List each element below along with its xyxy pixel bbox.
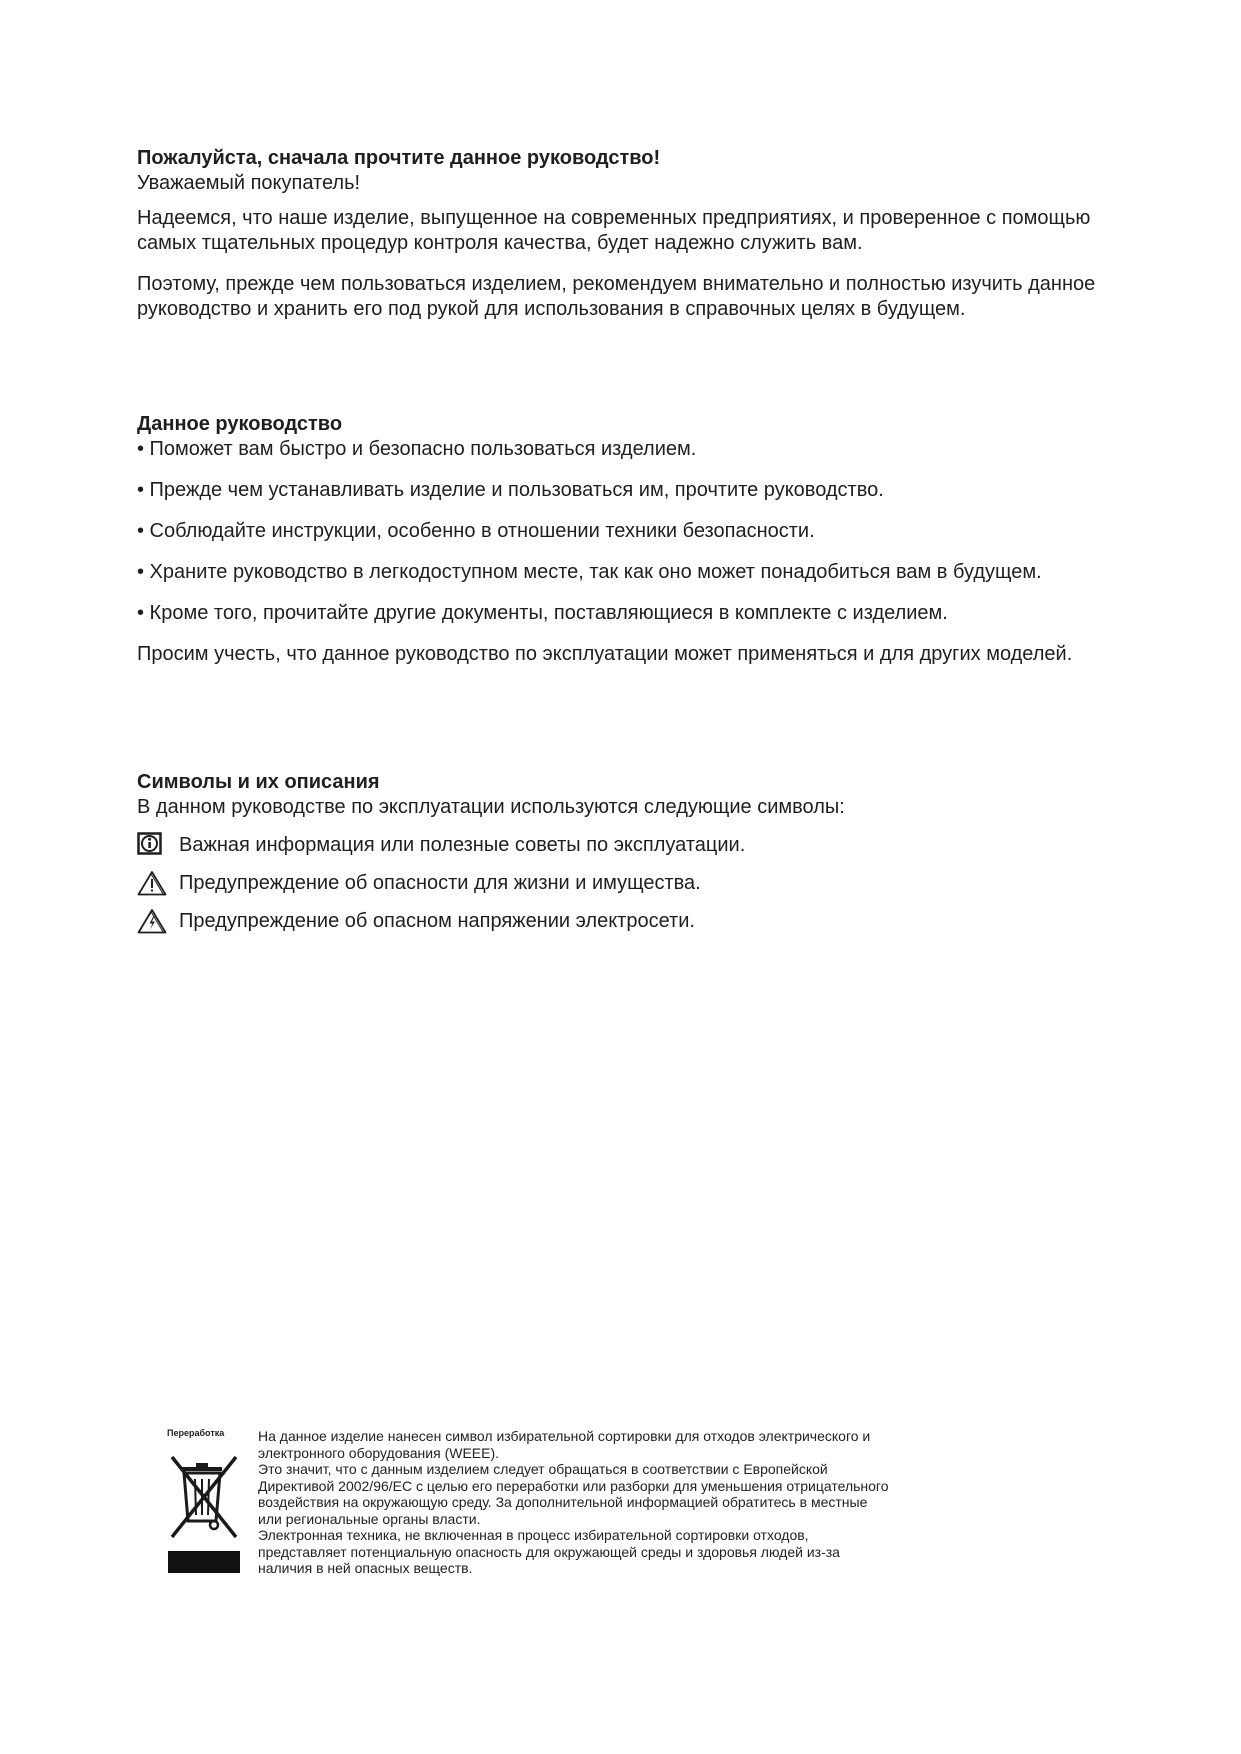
warning-triangle-icon <box>137 870 165 896</box>
weee-line: или региональные органы власти. <box>258 1510 481 1527</box>
symbols-intro: В данном руководстве по эксплуатации используются следующие символы: <box>137 796 845 818</box>
weee-line: представляет потенциальную опасность для окружающей среды и здоровья людей из-за <box>258 1543 840 1560</box>
intro-paragraph-2: Поэтому, прежде чем пользоваться изделием, рекомендуем внимательно и полностью изучить данное руководство и хранить его под рукой для использования в справочных целях в будущем. <box>137 273 1096 320</box>
weee-line: электронного оборудования (WEEE). <box>258 1444 500 1461</box>
symbol-text-electric: Предупреждение об опасном напряжении электросети. <box>179 909 695 932</box>
manual-title: Данное руководство <box>137 413 343 435</box>
weee-line: наличия в ней опасных веществ. <box>258 1560 473 1576</box>
manual-bullet: • Поможет вам быстро и безопасно пользоваться изделием. <box>137 438 697 460</box>
intro-paragraph-1: Надеемся, что наше изделие, выпущенное на современных предприятиях, и проверенное с помощью самых тщательных процедур контроля качества, будет надежно служить вам. <box>137 207 1091 254</box>
manual-bullet: • Соблюдайте инструкции, особенно в отношении техники безопасности. <box>137 520 815 542</box>
weee-notice <box>164 1428 1044 1598</box>
manual-bullet: • Кроме того, прочитайте другие документы, поставляющиеся в комплекте с изделием. <box>137 602 948 624</box>
symbol-text-info: Важная информация или полезные советы по эксплуатации. <box>179 833 746 856</box>
crossed-bin-icon <box>164 1566 244 1583</box>
weee-line: Директивой 2002/96/EC с целью его переработки или разборки для уменьшения отрицательного <box>258 1477 889 1494</box>
weee-line: Электронная техника, не включенная в процесс избирательной сортировки отходов, <box>258 1527 809 1543</box>
intro-title: Пожалуйста, сначала прочтите данное руководство! <box>137 147 661 169</box>
electric-hazard-icon <box>137 908 165 934</box>
intro-section <box>137 146 1117 322</box>
weee-text <box>258 1428 1058 1577</box>
weee-logo <box>164 1428 246 1584</box>
weee-line: Это значит, что с данным изделием следует обращаться в соответствии с Европейской <box>258 1461 828 1477</box>
symbol-row-electric <box>137 908 1117 934</box>
weee-caption: Переработка <box>167 1428 225 1438</box>
info-icon <box>137 832 165 858</box>
manual-note: Просим учесть, что данное руководство по эксплуатации может применяться и для других моделей. <box>137 643 1073 665</box>
weee-line: На данное изделие нанесен символ избирательной сортировки для отходов электрического и <box>258 1428 871 1444</box>
symbols-title: Символы и их описания <box>137 771 380 793</box>
manual-section <box>137 412 1117 667</box>
weee-line: воздействия на окружающую среду. За дополнительной информацией обратитесь в местные <box>258 1494 868 1510</box>
symbol-row-info <box>137 832 1117 858</box>
intro-greeting: Уважаемый покупатель! <box>137 172 361 194</box>
manual-bullet: • Храните руководство в легкодоступном месте, так как оно может понадобиться вам в будущем. <box>137 561 1042 583</box>
symbol-text-warning: Предупреждение об опасности для жизни и имущества. <box>179 871 701 894</box>
symbol-row-warning <box>137 870 1117 896</box>
symbols-section <box>137 770 1117 934</box>
manual-bullet: • Прежде чем устанавливать изделие и пользоваться им, прочтите руководство. <box>137 479 884 501</box>
